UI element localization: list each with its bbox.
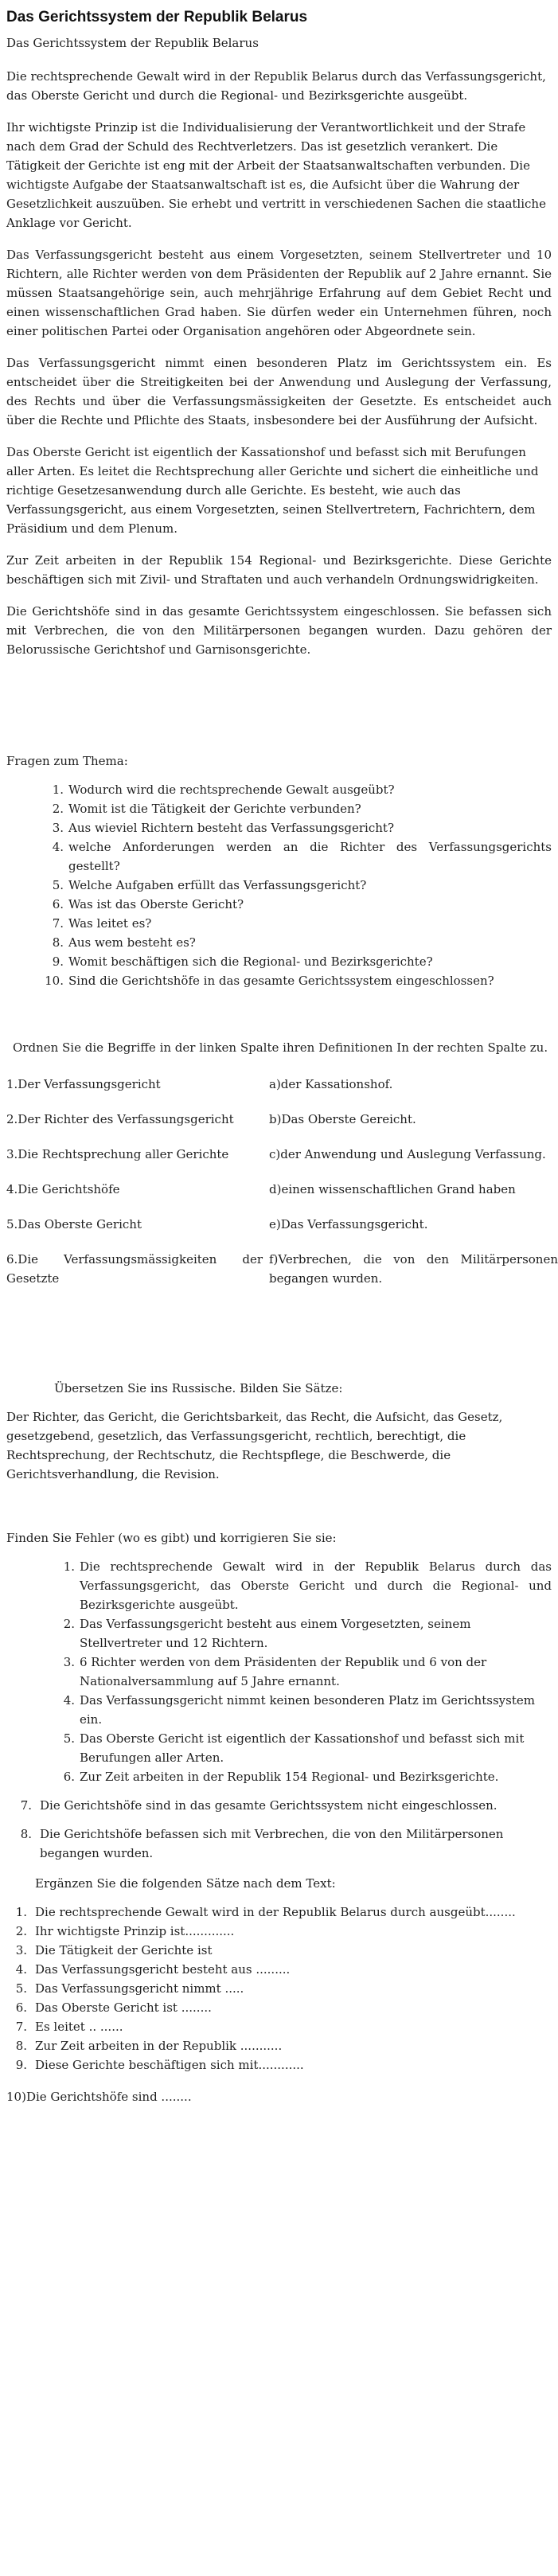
list-item: 6. Zur Zeit arbeiten in der Republik 154 Regional- und Bezirksgerichte. — [63, 1770, 499, 1784]
errors-list-continued — [6, 1796, 552, 1863]
table-row — [6, 1175, 558, 1210]
term-cell: 4.Die Gerichtshöfe — [6, 1182, 120, 1196]
paragraph: Das Verfassungsgericht nimmt einen besonderen Platz im Gerichtssystem ein. Es entscheidet über die Streitigkeiten bei der Anwendung und Auslegung der Verfassung, des Rechts und über die Verfassungsmässigkeiten der Gesetzte. Es entscheidet auch über die Rechte und Pflichte des Staats, insbesondere bei der Ausführung der Aufsicht. — [6, 356, 552, 427]
paragraph: Die rechtsprechende Gewalt wird in der Republik Belarus durch das Verfassungsgericht, das Oberste Gericht und durch die Regional- und Bezirksgerichte ausgeübt. — [6, 69, 546, 103]
paragraph: Das Oberste Gericht ist eigentlich der Kassationshof und befasst sich mit Berufungen aller Arten. Es leitet die Rechtsprechung aller Gerichte und sichert die einheitliche und richtige Gesetzesanwendung durch alle Gerichte. Es besteht, wie auch das Verfassungsgericht, aus einem Vorgesetzten, seinen Stellvertretern, Fachrichtern, dem Präsidium und dem Plenum. — [6, 445, 539, 536]
list-item: 8. Zur Zeit arbeiten in der Republik ........... — [15, 2039, 283, 2053]
list-item: 4. welche Anforderungen werden an die Richter des Verfassungsgerichts gestellt? — [52, 840, 552, 873]
list-item: 5. Welche Aufgaben erfüllt das Verfassungsgericht? — [52, 878, 367, 892]
spacer — [6, 990, 552, 1038]
list-item: 2. Womit ist die Tätigkeit der Gerichte verbunden? — [52, 802, 361, 816]
translate-text: Der Richter, das Gericht, die Gerichtsbarkeit, das Recht, die Aufsicht, das Gesetz, gesetzgebend, gesetzlich, das Verfassungsgericht, rechtlich, berechtigt, die Rechtsprechung, der Rechtschutz, die Rechtspflege, die Beschwerde, die Gerichtsverhandlung, die Revision. — [6, 1410, 503, 1481]
definition-cell: b)Das Oberste Gereicht. — [269, 1112, 416, 1126]
list-item: 4. Das Verfassungsgericht nimmt keinen besonderen Platz im Gerichtssystem ein. — [63, 1693, 535, 1727]
spacer — [6, 1497, 552, 1528]
list-item: 1. Wodurch wird die rechtsprechende Gewalt ausgeübt? — [52, 783, 395, 797]
document-subtitle: Das Gerichtssystem der Republik Belarus — [6, 36, 259, 50]
list-item: 3. Aus wieviel Richtern besteht das Verfassungsgericht? — [52, 821, 394, 835]
document-title: Das Gerichtssystem der Republik Belarus — [6, 9, 308, 25]
spacer — [6, 672, 552, 751]
list-item: 2. Ihr wichtigste Prinzip ist............. — [15, 1924, 235, 1938]
list-item: 2. Das Verfassungsgericht besteht aus einem Vorgesetzten, seinem Stellvertreter und 12 Richtern. — [63, 1617, 471, 1650]
paragraph: Die Gerichtshöfe sind in das gesamte Gerichtssystem eingeschlossen. Sie befassen sich mit Verbrechen, die von den Militärpersonen begangen wurden. Dazu gehören der Belorussische Gerichtshof und Garnisonsgerichte. — [6, 604, 552, 657]
matching-table — [6, 1070, 558, 1299]
document-page — [0, 8, 558, 2576]
table-row — [6, 1105, 558, 1140]
term-cell: 1.Der Verfassungsgericht — [6, 1077, 161, 1091]
definition-cell: c)der Anwendung und Auslegung Verfassung. — [269, 1147, 546, 1161]
list-item: 6. Was ist das Oberste Gericht? — [52, 897, 244, 911]
questions-list — [6, 780, 552, 990]
table-row — [6, 1245, 558, 1299]
table-row — [6, 1140, 558, 1175]
complete-heading: Ergänzen Sie die folgenden Sätze nach dem Text: — [35, 1876, 336, 1891]
list-item: 1. Die rechtsprechende Gewalt wird in der Republik Belarus durch das Verfassungsgericht, das Oberste Gericht und durch die Regional- und Bezirksgerichte ausgeübt. — [63, 1559, 552, 1612]
paragraph: Das Verfassungsgericht besteht aus einem Vorgesetzten, seinem Stellvertreter und 10 Richtern, alle Richter werden von dem Präsidenten der Republik auf 2 Jahre ernannt. Sie müssen Staatsangehörige sein, auch mehrjährige Erfahrung auf dem Gebiet Recht und einen wissenschaftlichen Grad haben. Sie dürfen weder ein Unternehmen führen, noch einer politischen Partei oder Organisation angehören oder Abgeordnete sein. — [6, 248, 552, 338]
list-item: 7. Die Gerichtshöfe sind in das gesamte Gerichtssystem nicht eingeschlossen. — [20, 1798, 498, 1813]
complete-last-item: 10)Die Gerichtshöfe sind ........ — [6, 2090, 192, 2104]
definition-cell: f)Verbrechen, die von den Militärpersonen begangen wurden. — [269, 1252, 558, 1286]
list-item: 3. Die Tätigkeit der Gerichte ist — [15, 1943, 213, 1957]
list-item: 7. Es leitet .. ...... — [15, 2020, 123, 2034]
list-item: 8. Aus wem besteht es? — [52, 935, 196, 950]
paragraph: Ihr wichtigste Prinzip ist die Individualisierung der Verantwortlichkeit und der Strafe nach dem Grad der Schuld des Rechtverletzers. Das ist gesetzlich verankert. Die Tätigkeit der Gerichte ist eng mit der Arbeit der Staatsanwaltschaften verbunden. Die wichtigste Aufgabe der Staatsanwaltschaft ist es, die Aufsicht über die Wahrung der Gesetzlichkeit auszuüben. Sie erhebt und vertritt in verschiedenen Sachen die staatliche Anklage vor Gericht. — [6, 120, 546, 230]
paragraph: Zur Zeit arbeiten in der Republik 154 Regional- und Bezirksgerichte. Diese Gerichte beschäftigen sich mit Zivil- und Straftaten und auch verhandeln Ordnungswidrigkeiten. — [6, 553, 552, 587]
list-item: 6. Das Oberste Gericht ist ........ — [15, 2000, 212, 2015]
table-row — [6, 1210, 558, 1245]
list-item: 10. Sind die Gerichtshöfe in das gesamte Gerichtssystem eingeschlossen? — [45, 974, 494, 988]
list-item: 7. Was leitet es? — [52, 916, 152, 931]
list-item: 5. Das Verfassungsgericht nimmt ..... — [15, 1981, 244, 1996]
matching-heading: Ordnen Sie die Begriffe in der linken Spalte ihren Definitionen In der rechten Spalte zu. — [13, 1040, 548, 1055]
table-row — [6, 1070, 558, 1105]
list-item: 5. Das Oberste Gericht ist eigentlich der Kassationshof und befasst sich mit Berufungen aller Arten. — [63, 1731, 525, 1765]
definition-cell: d)einen wissenschaftlichen Grand haben — [269, 1182, 516, 1196]
list-item: 9. Womit beschäftigen sich die Regional- und Bezirksgerichte? — [52, 954, 433, 969]
spacer — [6, 1299, 552, 1379]
errors-heading: Finden Sie Fehler (wo es gibt) und korrigieren Sie sie: — [6, 1531, 337, 1545]
list-item: 1. Die rechtsprechende Gewalt wird in der Republik Belarus durch ausgeübt........ — [15, 1905, 516, 1919]
term-cell: 5.Das Oberste Gericht — [6, 1217, 142, 1231]
definition-cell: e)Das Verfassungsgericht. — [269, 1217, 428, 1231]
list-item: 4. Das Verfassungsgericht besteht aus ......... — [15, 1962, 291, 1977]
definition-cell: a)der Kassationshof. — [269, 1077, 393, 1091]
questions-heading: Fragen zum Thema: — [6, 754, 128, 768]
term-cell: 6.Die Verfassungsmässigkeiten der Gesetzte — [6, 1252, 263, 1286]
complete-list — [6, 1903, 552, 2074]
translate-heading: Übersetzen Sie ins Russische. Bilden Sie Sätze: — [54, 1381, 343, 1395]
list-item: 8. Die Gerichtshöfe befassen sich mit Verbrechen, die von den Militärpersonen begangen wurden. — [20, 1827, 504, 1860]
list-item: 3. 6 Richter werden von dem Präsidenten der Republik und 6 von der Nationalversammlung auf 5 Jahre ernannt. — [63, 1655, 487, 1688]
term-cell: 2.Der Richter des Verfassungsgericht — [6, 1112, 234, 1126]
list-item: 9. Diese Gerichte beschäftigen sich mit............ — [15, 2058, 304, 2072]
errors-list — [6, 1557, 552, 1786]
term-cell: 3.Die Rechtsprechung aller Gerichte — [6, 1147, 229, 1161]
